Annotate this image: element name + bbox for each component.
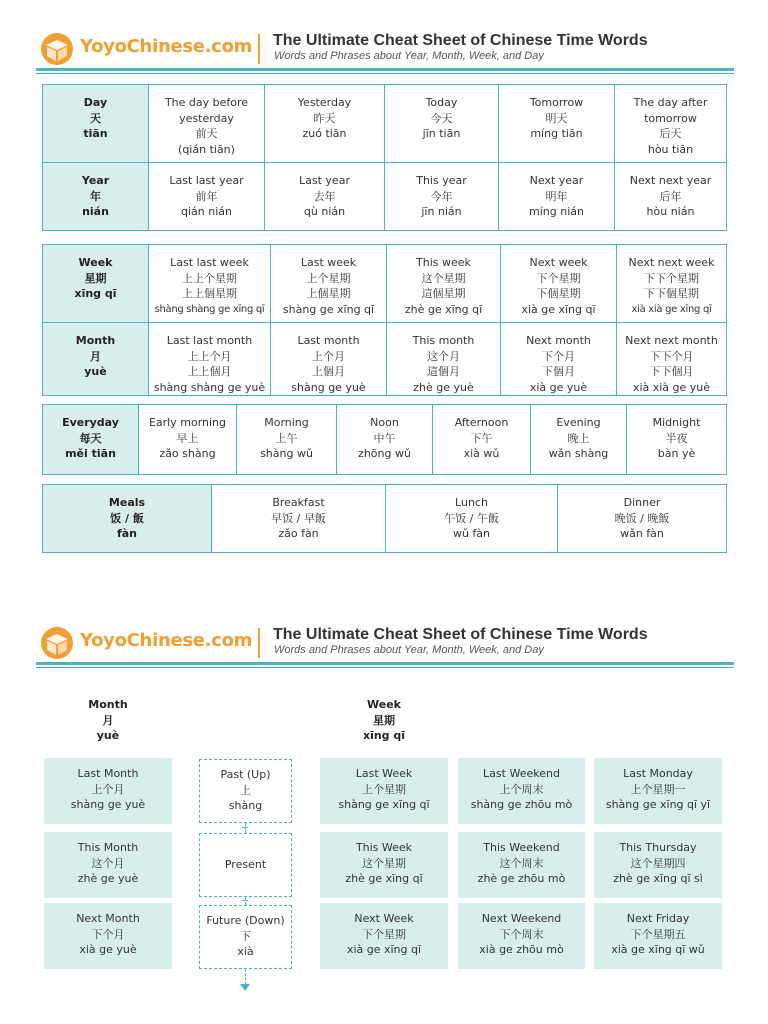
table-cell: Evening 晚上 wǎn shàng xyxy=(531,405,627,475)
last-weekend-box: Last Weekend 上个周末 shàng ge zhōu mò xyxy=(458,758,585,824)
timeline-past: Past (Up) 上 shàng xyxy=(199,759,292,823)
week-month-table xyxy=(42,244,727,396)
page-header-2 xyxy=(0,624,768,674)
table-row xyxy=(43,323,727,396)
page-title: The Ultimate Cheat Sheet of Chinese Time Words xyxy=(273,626,648,643)
timeline-connector xyxy=(245,823,246,833)
last-week-box: Last Week 上个星期 shàng ge xīng qī xyxy=(320,758,448,824)
everyday-table xyxy=(42,404,727,475)
header-rule xyxy=(36,662,734,665)
table-cell: Breakfast 早饭 / 早飯 zǎo fàn xyxy=(212,485,386,553)
table-cell: Next week 下个星期 下個星期 xià ge xīng qī xyxy=(501,245,617,323)
row-header-week: Week 星期 xīng qī xyxy=(43,245,149,323)
next-weekend-box: Next Weekend 下个周末 xià ge zhōu mò xyxy=(458,903,585,969)
table-cell: The day after tomorrow 后天 hòu tiān xyxy=(615,85,727,163)
header-divider xyxy=(258,34,260,64)
table-cell: This year 今年 jīn nián xyxy=(385,163,499,231)
month-column-header: Month 月 yuè xyxy=(88,698,128,742)
table-cell: This month 这个月 這個月 zhè ge yuè xyxy=(387,323,501,396)
table-row xyxy=(43,85,727,163)
table-cell: Next year 明年 míng nián xyxy=(499,163,615,231)
table-cell: Next next year 后年 hòu nián xyxy=(615,163,727,231)
row-header-meals: Meals 饭 / 飯 fàn xyxy=(43,485,212,553)
table-cell: Last week 上个星期 上個星期 shàng ge xīng qī xyxy=(271,245,387,323)
timeline-tick xyxy=(242,827,248,828)
table-cell: Yesterday 昨天 zuó tiān xyxy=(265,85,385,163)
table-cell: Afternoon 下午 xià wǔ xyxy=(433,405,531,475)
last-monday-box: Last Monday 上个星期一 shàng ge xīng qī yī xyxy=(594,758,722,824)
table-row xyxy=(43,405,727,475)
timeline-connector xyxy=(245,969,246,985)
next-friday-box: Next Friday 下个星期五 xià ge xīng qī wǔ xyxy=(594,903,722,969)
table-cell: Lunch 午饭 / 午飯 wǔ fàn xyxy=(386,485,558,553)
header-rule-thin xyxy=(36,73,734,74)
table-row xyxy=(43,163,727,231)
page-header xyxy=(0,30,768,80)
row-header-year: Year 年 nián xyxy=(43,163,149,231)
yoyo-logo-icon xyxy=(40,626,74,660)
timeline-present: Present xyxy=(199,833,292,897)
table-cell: Noon 中午 zhōng wǔ xyxy=(337,405,433,475)
next-month-box: Next Month 下个月 xià ge yuè xyxy=(44,903,172,969)
table-cell: This week 这个星期 這個星期 zhè ge xīng qī xyxy=(387,245,501,323)
this-weekend-box: This Weekend 这个周末 zhè ge zhōu mò xyxy=(458,832,585,898)
this-month-box: This Month 这个月 zhè ge yuè xyxy=(44,832,172,898)
timeline-tick xyxy=(242,900,248,901)
table-cell: Last last week 上上个星期 上上個星期 shàng shàng ge xīng qī xyxy=(149,245,271,323)
page-subtitle: Words and Phrases about Year, Month, Week, and Day xyxy=(274,50,544,62)
table-cell: Last year 去年 qù nián xyxy=(265,163,385,231)
yoyo-logo-icon xyxy=(40,32,74,66)
next-week-box: Next Week 下个星期 xià ge xīng qī xyxy=(320,903,448,969)
table-cell: Next month 下个月 下個月 xià ge yuè xyxy=(501,323,617,396)
header-rule xyxy=(36,68,734,71)
week-column-header: Week 星期 xīng qī xyxy=(362,698,406,742)
this-week-box: This Week 这个星期 zhè ge xīng qī xyxy=(320,832,448,898)
brand-name: YoyoChinese.com xyxy=(80,630,253,651)
table-cell: Today 今天 jīn tiān xyxy=(385,85,499,163)
table-cell: Last last year 前年 qián nián xyxy=(149,163,265,231)
row-header-day: Day 天 tiān xyxy=(43,85,149,163)
table-cell: Early morning 早上 zǎo shàng xyxy=(139,405,237,475)
page-title: The Ultimate Cheat Sheet of Chinese Time Words xyxy=(273,32,648,49)
this-thursday-box: This Thursday 这个星期四 zhè ge xīng qī sì xyxy=(594,832,722,898)
table-cell: Dinner 晚饭 / 晚飯 wǎn fàn xyxy=(558,485,727,553)
page-subtitle: Words and Phrases about Year, Month, Week, and Day xyxy=(274,644,544,656)
timeline-connector xyxy=(245,897,246,905)
table-cell: Last last month 上上个月 上上個月 shàng shàng ge yuè xyxy=(149,323,271,396)
day-year-table xyxy=(42,84,727,231)
table-cell: Morning 上午 shàng wǔ xyxy=(237,405,337,475)
table-row xyxy=(43,485,727,553)
timeline-future: Future (Down) 下 xià xyxy=(199,905,292,969)
brand-name: YoyoChinese.com xyxy=(80,36,253,57)
table-cell: Tomorrow 明天 míng tiān xyxy=(499,85,615,163)
meals-table xyxy=(42,484,727,553)
table-cell: Midnight 半夜 bàn yè xyxy=(627,405,727,475)
table-cell: Last month 上个月 上個月 shàng ge yuè xyxy=(271,323,387,396)
arrow-down-icon xyxy=(240,984,250,991)
row-header-month: Month 月 yuè xyxy=(43,323,149,396)
table-cell: Next next month 下下个月 下下個月 xià xià ge yuè xyxy=(617,323,727,396)
header-divider xyxy=(258,628,260,658)
table-cell: Next next week 下下个星期 下下個星期 xià xià ge xīng qī xyxy=(617,245,727,323)
header-rule-thin xyxy=(36,667,734,668)
last-month-box: Last Month 上个月 shàng ge yuè xyxy=(44,758,172,824)
table-row xyxy=(43,245,727,323)
table-cell: The day before yesterday 前天 (qián tiān) xyxy=(149,85,265,163)
row-header-everyday: Everyday 每天 měi tiān xyxy=(43,405,139,475)
